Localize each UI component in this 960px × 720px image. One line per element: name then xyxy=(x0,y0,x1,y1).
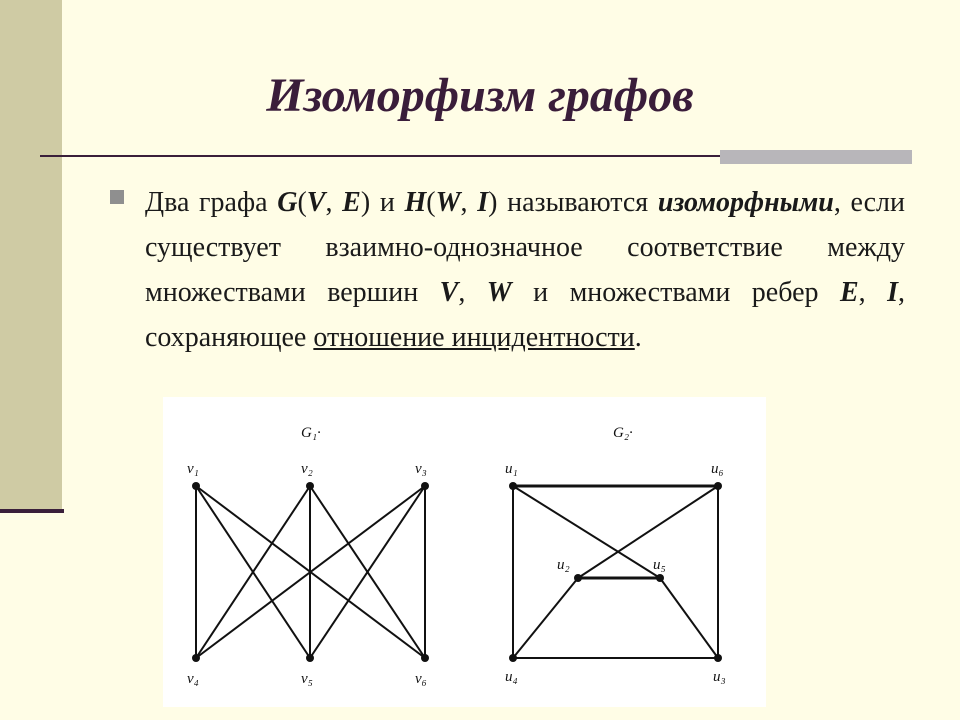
vertex-label: u₃ xyxy=(713,669,726,685)
text-run: ( xyxy=(297,187,307,218)
incidence-relation-link[interactable]: отношение инцидентности xyxy=(313,322,635,353)
text-run: Два графа xyxy=(145,187,278,218)
graph-g2-title: G₂· xyxy=(613,425,633,441)
vertex-label: v₆ xyxy=(415,671,427,687)
text-run: , xyxy=(858,277,888,308)
text-run: . xyxy=(634,322,642,353)
graph-edge xyxy=(513,486,660,578)
slide-title: Изоморфизм графов xyxy=(266,69,694,122)
vertex-set-w: W xyxy=(486,277,512,308)
graph-vertex xyxy=(306,654,314,662)
edge-set-e: E xyxy=(342,187,361,218)
graph-vertex xyxy=(714,654,722,662)
graph-h: H xyxy=(404,187,427,218)
vertex-label: v₃ xyxy=(415,461,427,477)
graph-vertex xyxy=(714,482,722,490)
vertex-set-v: V xyxy=(306,187,326,218)
vertex-label: v₁ xyxy=(187,461,199,477)
graph-edge xyxy=(513,578,578,658)
graph-g1-edges xyxy=(196,486,425,658)
text-run: , xyxy=(460,187,478,218)
text-run: ) xyxy=(488,187,498,218)
graph-vertex xyxy=(192,654,200,662)
text-run: ( xyxy=(426,187,436,218)
term-isomorphic: изоморфными xyxy=(657,187,834,218)
graph-edge xyxy=(660,578,718,658)
vertex-set-w: W xyxy=(435,187,461,218)
graph-vertex xyxy=(192,482,200,490)
text-run: называются xyxy=(497,187,658,218)
text-run: , сохраняющее xyxy=(145,277,905,353)
text-run: и xyxy=(370,187,405,218)
edge-set-e: E xyxy=(839,277,859,308)
vertex-label: u₆ xyxy=(711,461,724,477)
bullet-marker xyxy=(110,190,124,204)
graph-g2-vertices xyxy=(509,482,722,662)
text-run: и множествами ребер xyxy=(511,277,840,308)
graph-vertex xyxy=(509,482,517,490)
graph-g2-edges xyxy=(513,486,718,658)
graph-g1-labels xyxy=(187,425,427,687)
graphs-figure xyxy=(163,397,766,707)
graph-vertex xyxy=(421,654,429,662)
vertex-label: v₄ xyxy=(187,671,199,687)
graph-vertex xyxy=(574,574,582,582)
vertex-label: u₄ xyxy=(505,669,518,685)
graph-g1-title: G₁· xyxy=(301,425,321,441)
text-run: , если существует взаимно-однозначное соответствие между множествами вершин xyxy=(145,187,906,308)
graph-vertex xyxy=(509,654,517,662)
vertex-label: u₁ xyxy=(505,461,518,477)
graph-vertex xyxy=(306,482,314,490)
text-run: , xyxy=(458,277,487,308)
vertex-label: v₂ xyxy=(301,461,313,477)
graph-vertex xyxy=(421,482,429,490)
text-run: , xyxy=(325,187,343,218)
graph-g2-labels xyxy=(505,425,726,685)
vertex-set-v: V xyxy=(439,277,459,308)
vertex-label: v₅ xyxy=(301,671,313,687)
graph-vertex xyxy=(656,574,664,582)
vertex-label: u₂ xyxy=(557,557,570,573)
graph-edge xyxy=(578,486,718,578)
definition-paragraph xyxy=(145,180,905,360)
graphs-figure-svg xyxy=(163,397,766,707)
graph-g: G xyxy=(277,187,298,218)
sidebar-rule xyxy=(0,509,64,513)
vertex-label: u₅ xyxy=(653,557,666,573)
text-run: ) xyxy=(360,187,371,218)
edge-set-i: I xyxy=(477,187,489,218)
title-accent-bar xyxy=(720,150,912,164)
edge-set-i: I xyxy=(887,277,898,308)
